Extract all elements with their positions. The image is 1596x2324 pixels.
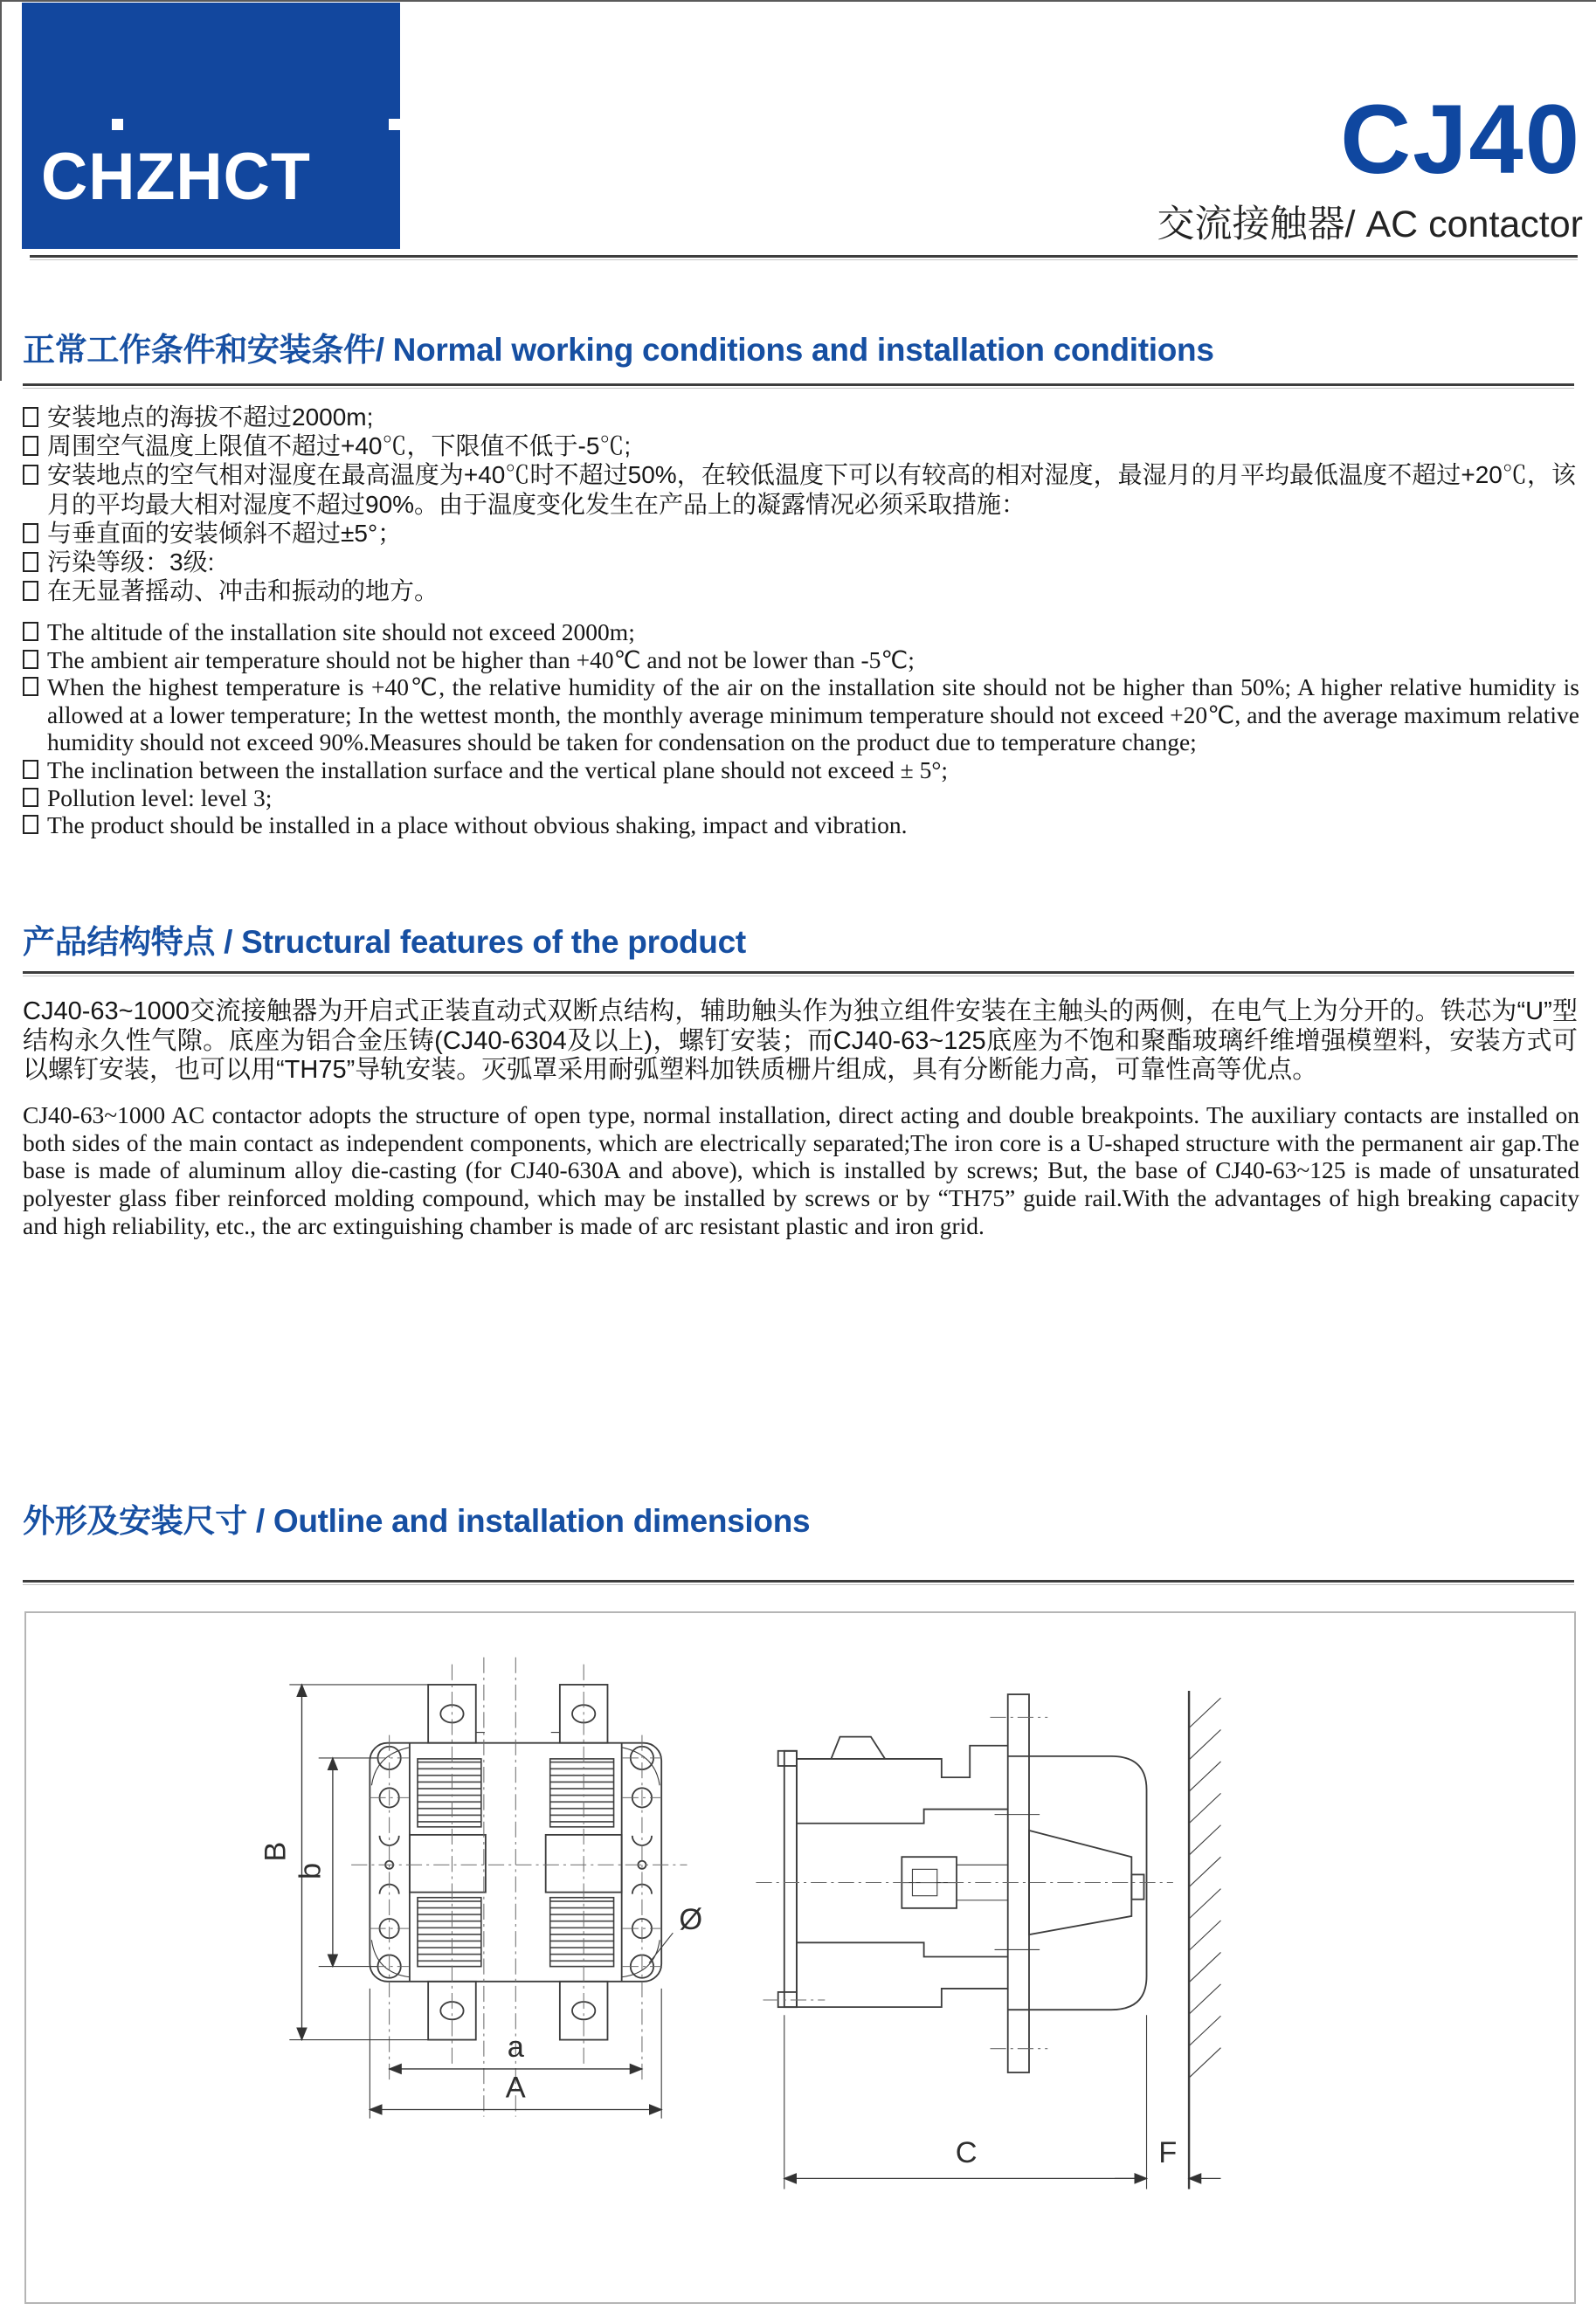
dim-label-b: b	[294, 1862, 328, 1879]
section-divider	[23, 971, 1574, 974]
checkbox-bullet-icon	[23, 622, 38, 641]
list-item	[23, 811, 1579, 839]
working-conditions-list-zh	[23, 403, 1576, 605]
checkbox-bullet-icon	[23, 436, 38, 456]
list-item	[23, 673, 1579, 756]
checkbox-bullet-icon	[23, 581, 38, 601]
list-item-text: 安装地点的空气相对湿度在最高温度为+40℃时不超过50%，在较低温度下可以有较高的相对湿度，最湿月的月平均最低温度不超过+20℃，该月的平均最大相对湿度不超过90%。由于温度变化发生在产品上的凝露情况必须采取措施：	[47, 461, 1576, 518]
list-item	[23, 576, 1576, 605]
list-item	[23, 618, 1579, 646]
structural-features-paragraph-zh: CJ40-63~1000交流接触器为开启式正装直动式双断点结构，辅助触头作为独立组件安装在主触头的两侧，在电气上为分开的。铁芯为“U”型结构永久性气隙。底座为铝合金压铸(CJ40-6304及以上)，螺钉安装；而CJ40-63~125底座为不饱和聚酯玻璃纤维增强模塑料，安装方式可以螺钉安装，也可以用“TH75”导轨安装。灭弧罩采用耐弧塑料加铁质栅片组成，具有分断能力高，可靠性高等优点。	[23, 997, 1578, 1085]
dim-label-F: F	[1158, 2136, 1178, 2170]
list-item-text: Pollution level: level 3;	[47, 783, 273, 811]
list-item	[23, 756, 1579, 784]
list-item-text: The inclination between the installation surface and the vertical plane should not exceed ± 5°;	[47, 755, 949, 783]
list-item	[23, 548, 1576, 576]
structural-features-paragraph-en: CJ40-63~1000 AC contactor adopts the structure of open type, normal installation, direct acting and double breakpoints. The auxiliary contacts are installed on both sides of the main contact as independent components, which are electrically separated;The iron core is a U-shaped structure with the permanent air gap.The base is made of aluminum alloy die-casting (for CJ40-630A and above), which is installed by screws; But, the base of CJ40-63~125 is made of unsaturated polyester glass fiber reinforced molding compound, which may be installed by screws or by “TH75” guide rail.With the advantages of high breaking capacity and high reliability, etc., the arc extinguishing chamber is made of arc resistant plastic and iron grid.	[23, 1101, 1579, 1239]
list-item-text: The product should be installed in a place without obvious shaking, impact and vibration.	[47, 811, 908, 839]
header-divider	[30, 255, 1578, 258]
page-left-edge-line	[0, 0, 2, 381]
logo-dot-icon	[389, 119, 400, 130]
dim-label-C: C	[955, 2136, 978, 2170]
section-divider	[23, 383, 1574, 386]
list-item	[23, 519, 1576, 548]
section-heading-working-conditions: 正常工作条件和安装条件/ Normal working conditions and installation conditions	[23, 332, 1214, 368]
list-item-text: 安装地点的海拔不超过2000m;	[47, 403, 374, 431]
list-item	[23, 784, 1579, 812]
checkbox-bullet-icon	[23, 407, 38, 427]
product-subtitle: 交流接触器/ AC contactor	[1157, 203, 1583, 245]
dim-label-B: B	[259, 1841, 293, 1862]
list-item-text: 周围空气温度上限值不超过+40℃，下限值不低于-5℃;	[47, 432, 632, 460]
checkbox-bullet-icon	[23, 650, 38, 669]
dim-label-a: a	[507, 2030, 524, 2064]
list-item-text: When the highest temperature is +40℃, the relative humidity of the air on the installation site should not be higher than 50%; A higher relative humidity is allowed at a lower temperature; In the wettest month, the monthly average minimum temperature should not exceed +20℃, and the average maximum relative humidity should not exceed 90%.Measures should be taken for condensation on the product due to temperature change;	[47, 673, 1579, 756]
logo-dot-icon	[112, 119, 123, 130]
section-heading-outline-dimensions: 外形及安装尺寸 / Outline and installation dimensions	[23, 1503, 811, 1539]
list-item	[23, 403, 1576, 431]
dim-label-diameter: Ø	[679, 1903, 703, 1937]
list-item-text: The altitude of the installation site should not exceed 2000m;	[47, 618, 635, 645]
checkbox-bullet-icon	[23, 788, 38, 807]
brand-logo-text: CHZHCT	[41, 140, 311, 214]
list-item-text: The ambient air temperature should not be higher than +40℃ and not be lower than -5℃;	[47, 645, 915, 673]
dim-label-A: A	[505, 2071, 526, 2105]
page-top-edge-line	[0, 0, 1596, 2]
checkbox-bullet-icon	[23, 760, 38, 779]
section-divider	[23, 1580, 1574, 1583]
checkbox-bullet-icon	[23, 677, 38, 696]
outline-drawing-panel	[24, 1611, 1576, 2304]
section-heading-structural-features: 产品结构特点 / Structural features of the product	[23, 924, 746, 960]
product-code-title: CJ40	[1340, 85, 1581, 194]
checkbox-bullet-icon	[23, 523, 38, 543]
front-view-drawing	[259, 1658, 702, 2119]
list-item-text: 污染等级：3级:	[47, 548, 215, 576]
list-item-text: 在无显著摇动、冲击和振动的地方。	[47, 577, 439, 605]
checkbox-bullet-icon	[23, 552, 38, 572]
list-item-text: 与垂直面的安装倾斜不超过±5°；	[47, 519, 403, 547]
outline-dimension-drawing	[26, 1613, 1574, 2302]
wall-hatch-icon	[1189, 1698, 1220, 2078]
working-conditions-list-en	[23, 618, 1579, 839]
checkbox-bullet-icon	[23, 815, 38, 834]
list-item	[23, 646, 1579, 674]
brand-logo	[22, 3, 400, 249]
list-item	[23, 431, 1576, 460]
checkbox-bullet-icon	[23, 465, 38, 485]
side-view-drawing	[756, 1691, 1220, 2190]
list-item	[23, 460, 1576, 518]
